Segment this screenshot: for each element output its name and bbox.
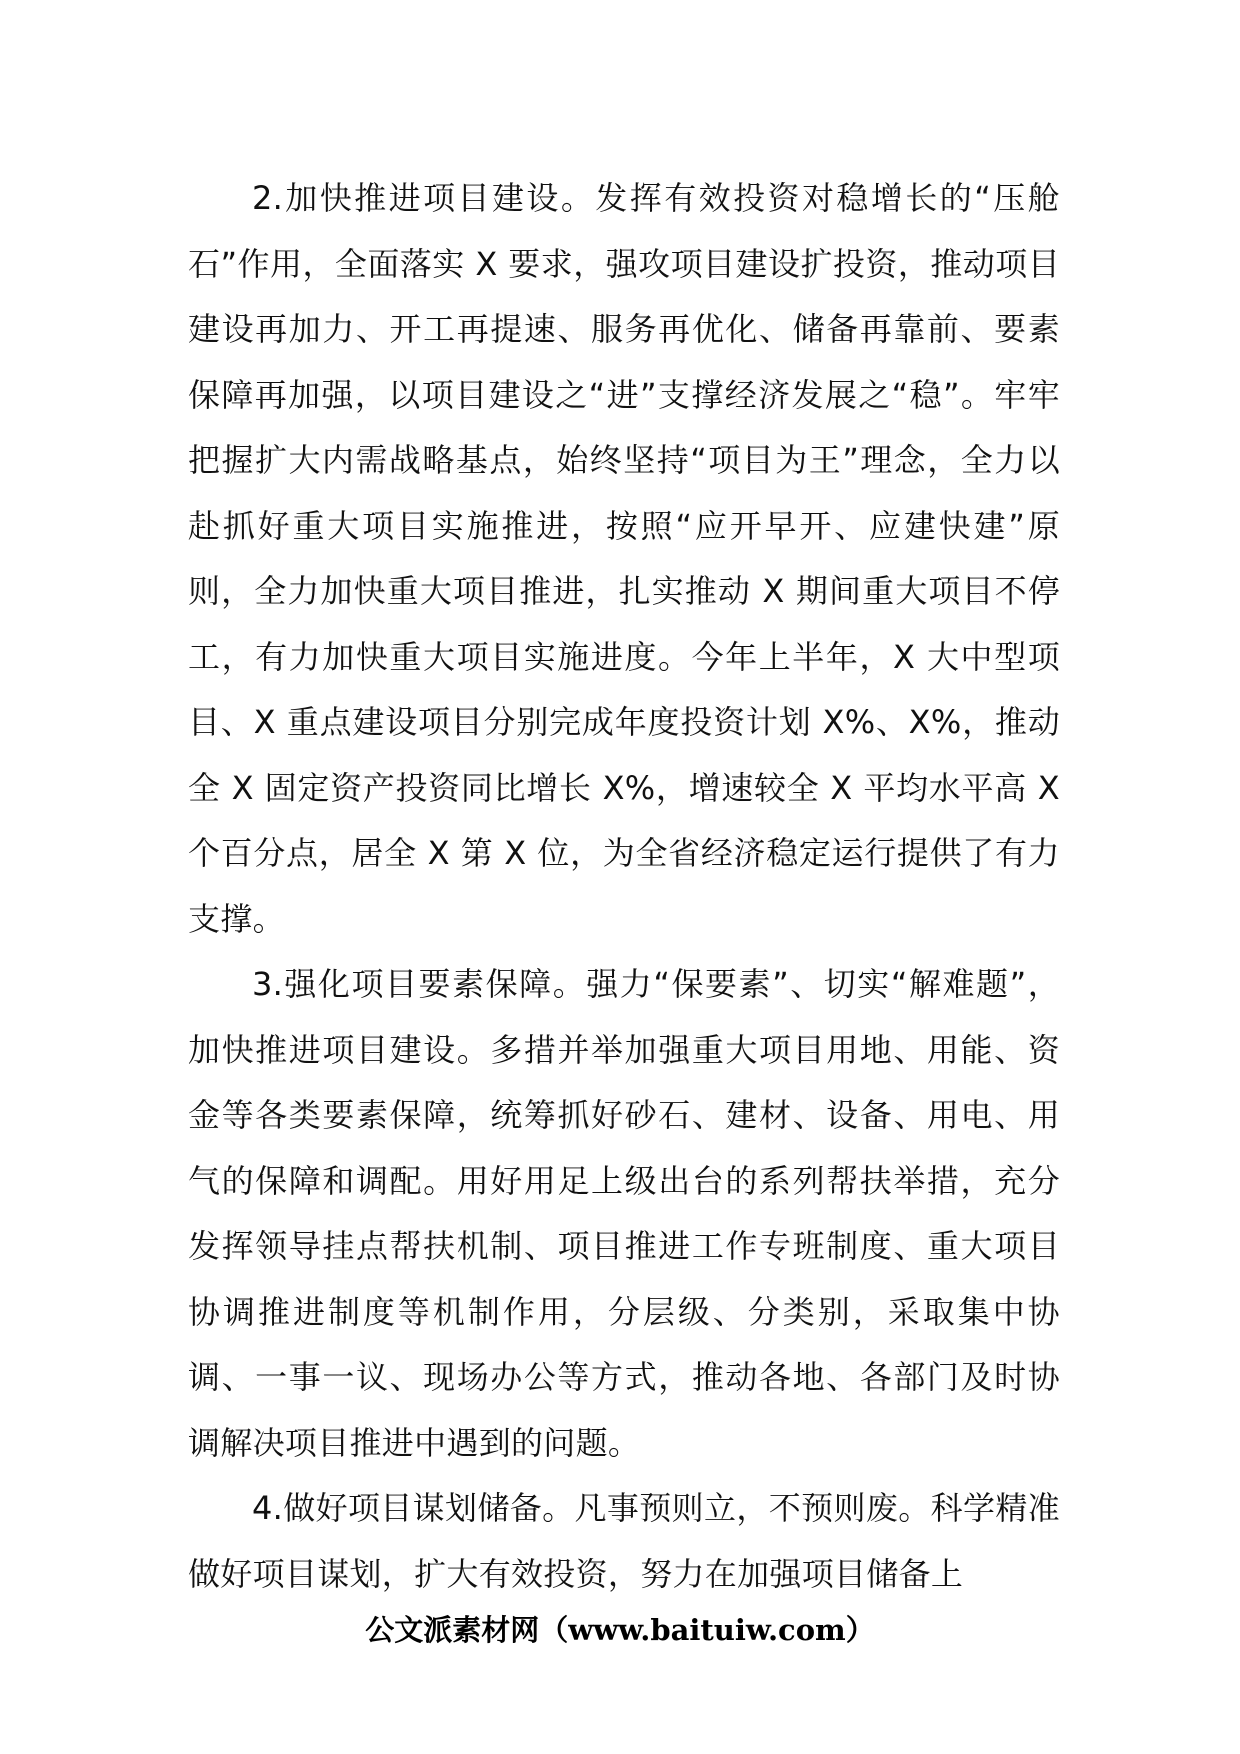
- paragraph-project-construction: 2.加快推进项目建设。发挥有效投资对稳增长的“压舱石”作用，全面落实 X 要求，强攻项目建设扩投资，推动项目建设再加力、开工再提速、服务再优化、储备再靠前、要素保障再加强，以项目建设之“进”支撑经济发展之“稳”。牢牢把握扩大内需战略基点，始终坚持“项目为王”理念，全力以赴抓好重大项目实施推进，按照“应开早开、应建快建”原则，全力加快重大项目推进，扎实推动 X 期间重大项目不停工，有力加快重大项目实施进度。今年上半年，X 大中型项目、X 重点建设项目分别完成年度投资计划 X%、X%，推动全 X 固定资产投资同比增长 X%，增速较全 X 平均水平高 X 个百分点，居全 X 第 X 位，为全省经济稳定运行提供了有力支撑。: [188, 179, 1060, 938]
- paragraph-factor-guarantee: 3.强化项目要素保障。强力“保要素”、切实“解难题”，加快推进项目建设。多措并举加强重大项目用地、用能、资金等各类要素保障，统筹抓好砂石、建材、设备、用电、用气的保障和调配。用好用足上级出台的系列帮扶举措，充分发挥领导挂点帮扶机制、项目推进工作专班制度、重大项目协调推进制度等机制作用，分层级、分类别，采取集中协调、一事一议、现场办公等方式，推动各地、各部门及时协调解决项目推进中遇到的问题。: [188, 965, 1060, 1462]
- page-footer-source: 公文派素材网（www.baituiw.com）: [365, 1613, 875, 1647]
- document-body: [188, 166, 1060, 1607]
- paragraph-project-planning: 4.做好项目谋划储备。凡事预则立，不预则废。科学精准做好项目谋划，扩大有效投资，努力在加强项目储备上: [188, 1489, 1060, 1593]
